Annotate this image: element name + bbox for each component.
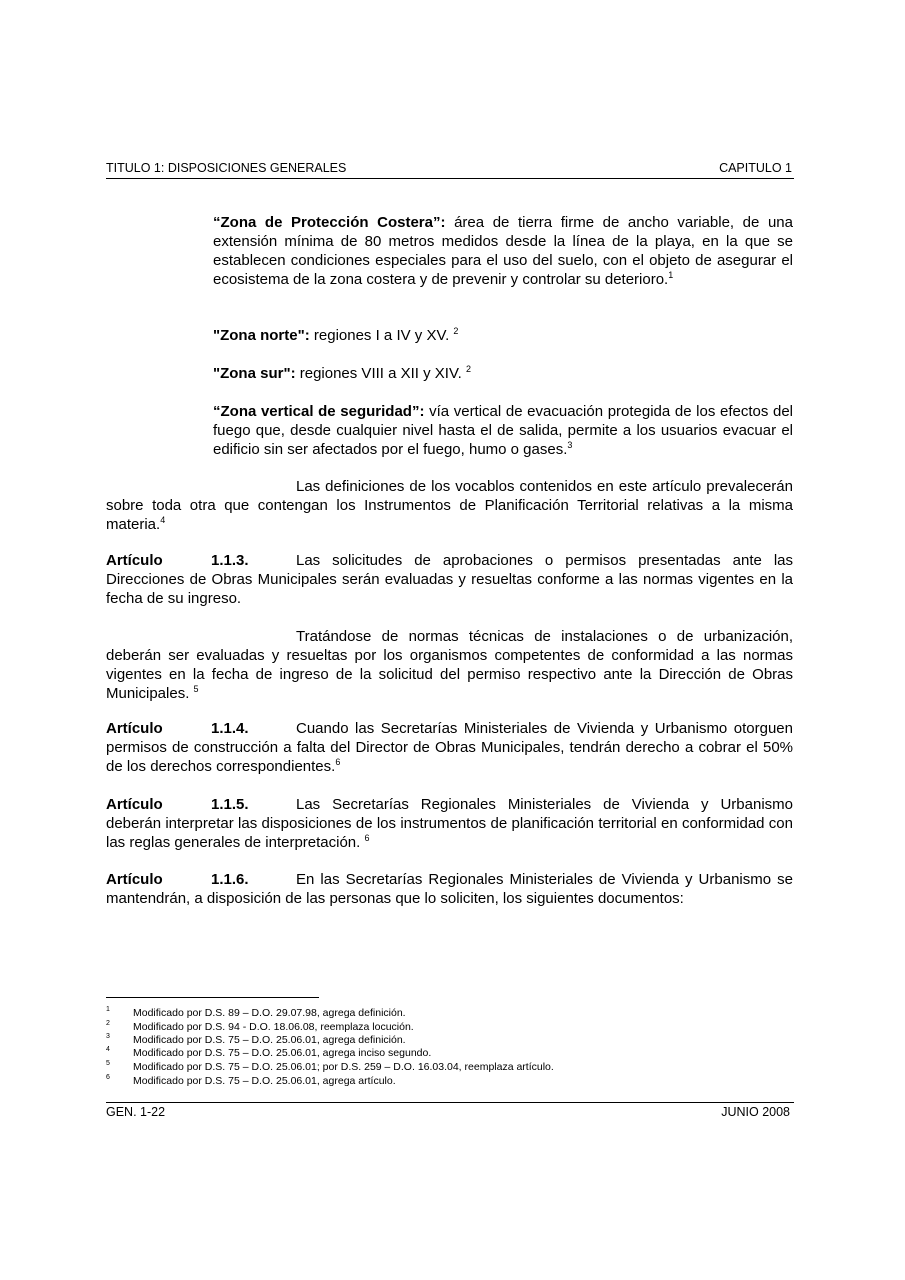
definition-text: regiones VIII a XII y XIV. bbox=[295, 365, 466, 382]
article-text: Cuando las Secretarías Ministeriales de Vivienda y Urbanismo otorguen permisos de construcción a falta del Director de Obras Municipales, tendrán derecho a cobrar el 50% de los derechos correspondientes. bbox=[106, 720, 793, 775]
header-chapter: CAPITULO 1 bbox=[719, 161, 792, 175]
footnote-number: 3 bbox=[106, 1033, 110, 1040]
footnote-text: Modificado por D.S. 89 – D.O. 29.07.98, agrega definición. bbox=[133, 1007, 406, 1019]
page-footer bbox=[106, 1102, 794, 1121]
footnote-separator bbox=[106, 997, 319, 998]
definition-term: "Zona norte": bbox=[213, 327, 310, 344]
definition-term: “Zona de Protección Costera”: bbox=[213, 214, 446, 231]
definition-zona-sur bbox=[213, 364, 793, 383]
footnote-number: 5 bbox=[106, 1060, 110, 1067]
definition-zona-norte bbox=[213, 326, 793, 345]
article-text: En las Secretarías Regionales Ministeriales de Vivienda y Urbanismo se mantendrán, a disposición de las personas que lo soliciten, los siguientes documentos: bbox=[106, 871, 793, 907]
definition-text: vía vertical de evacuación protegida de los efectos del fuego que, desde cualquier nivel hasta el de salida, permite a los usuarios evacuar el edificio sin ser afectados por el fuego, humo o gases. bbox=[213, 403, 794, 458]
footer-date: JUNIO 2008 bbox=[721, 1105, 790, 1119]
footnote-ref: 4 bbox=[160, 515, 166, 525]
article-1-1-5 bbox=[106, 795, 793, 852]
article-1-1-3 bbox=[106, 551, 793, 608]
footnote-ref: 1 bbox=[668, 270, 674, 280]
article-number: 1.1.3. bbox=[211, 552, 249, 569]
footnote-ref: 3 bbox=[567, 440, 573, 450]
article-label: Artículo bbox=[106, 871, 163, 888]
definition-text: regiones I a IV y XV. bbox=[309, 327, 454, 344]
article-number: 1.1.4. bbox=[211, 720, 249, 737]
footnote-ref: 6 bbox=[335, 757, 341, 767]
definition-term: "Zona sur": bbox=[213, 365, 296, 382]
article-1-1-4 bbox=[106, 719, 793, 776]
footnote-text: Modificado por D.S. 75 – D.O. 25.06.01, agrega definición. bbox=[133, 1034, 406, 1046]
footnote-text: Modificado por D.S. 75 – D.O. 25.06.01, agrega inciso segundo. bbox=[133, 1047, 432, 1059]
article-label: Artículo bbox=[106, 552, 163, 569]
footer-page-number: GEN. 1-22 bbox=[106, 1105, 166, 1119]
paragraph-prevalence bbox=[106, 477, 793, 534]
paragraph-text: Las definiciones de los vocablos contenidos en este artículo prevalecerán sobre toda otra que contengan los Instrumentos de Planificación Territorial relativas a la misma materia. bbox=[106, 478, 793, 533]
article-text: Las solicitudes de aprobaciones o permisos presentadas ante las Direcciones de Obras Municipales serán evaluadas y resueltas conforme a las normas vigentes en la fecha de su ingreso. bbox=[106, 552, 793, 607]
article-1-1-6 bbox=[106, 870, 793, 908]
footnote-text: Modificado por D.S. 75 – D.O. 25.06.01, agrega artículo. bbox=[133, 1075, 396, 1087]
article-label: Artículo bbox=[106, 720, 163, 737]
article-number: 1.1.5. bbox=[211, 796, 249, 813]
header-title: TITULO 1: DISPOSICIONES GENERALES bbox=[106, 161, 347, 175]
definition-text: área de tierra firme de ancho variable, de una extensión mínima de 80 metros medidos desde la línea de la playa, en la que se establecen condiciones especiales para el uso del suelo, con el objeto de asegurar el ecosistema de la zona costera y de prevenir y controlar su deterioro. bbox=[213, 214, 793, 288]
definition-term: “Zona vertical de seguridad”: bbox=[213, 403, 425, 420]
footnote-text: Modificado por D.S. 75 – D.O. 25.06.01; por D.S. 259 – D.O. 16.03.04, reemplaza artículo. bbox=[133, 1061, 554, 1073]
footnote-ref: 2 bbox=[453, 326, 459, 336]
footnote-ref: 5 bbox=[193, 684, 199, 694]
paragraph-technical-norms bbox=[106, 627, 793, 703]
footnote-number: 1 bbox=[106, 1006, 110, 1013]
footnote-ref: 2 bbox=[465, 364, 471, 374]
footnote-text: Modificado por D.S. 94 - D.O. 18.06.08, reemplaza locución. bbox=[133, 1021, 414, 1033]
article-number: 1.1.6. bbox=[211, 871, 249, 888]
article-text: Las Secretarías Regionales Ministeriales de Vivienda y Urbanismo deberán interpretar las disposiciones de los instrumentos de planificación territorial en conformidad con las reglas generales de interpretación. bbox=[106, 796, 793, 851]
definition-zona-vertical-seguridad bbox=[213, 402, 793, 459]
article-label: Artículo bbox=[106, 796, 163, 813]
paragraph-text: Tratándose de normas técnicas de instalaciones o de urbanización, deberán ser evaluadas y resueltas por los organismos competentes de conformidad a las normas vigentes en la fecha de ingreso de la solicitud del permiso respectivo ante la Dirección de Obras Municipales. bbox=[106, 628, 793, 702]
definition-zona-proteccion-costera bbox=[213, 213, 793, 289]
footnote-number: 4 bbox=[106, 1046, 110, 1053]
footnote-number: 6 bbox=[106, 1074, 110, 1081]
footnote-number: 2 bbox=[106, 1020, 110, 1027]
footnote-ref: 6 bbox=[364, 833, 370, 843]
page-header bbox=[106, 160, 794, 179]
